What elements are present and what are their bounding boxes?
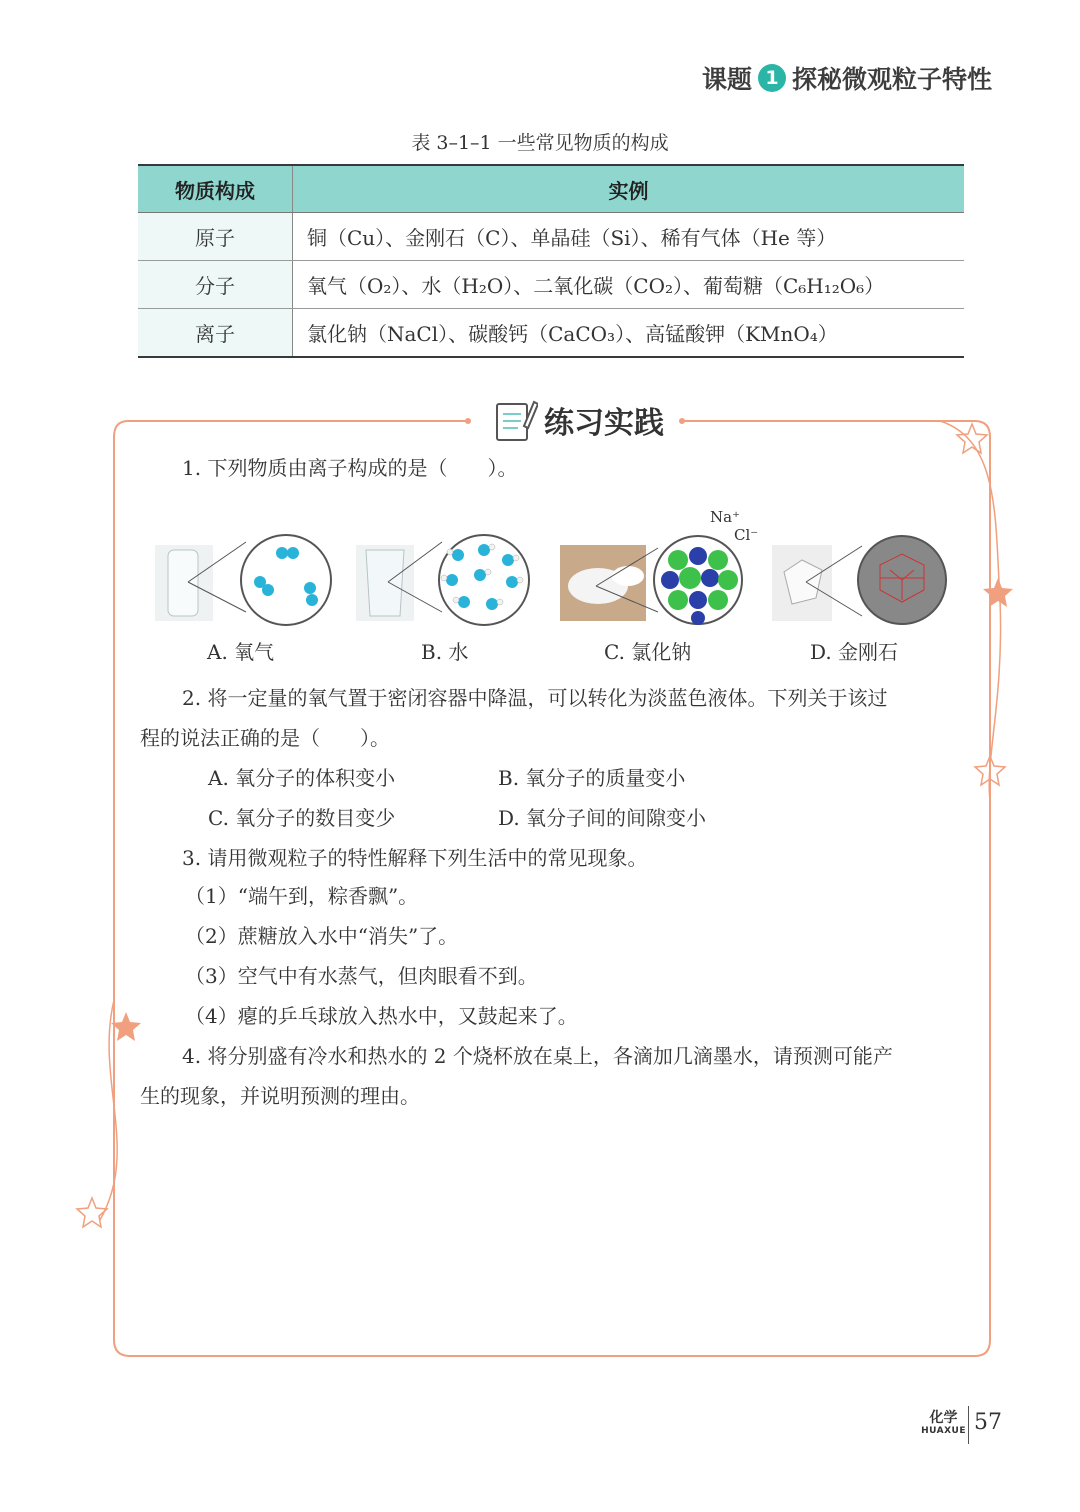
table-cell-example: 铜（Cu）、金刚石（C）、单晶硅（Si）、稀有气体（He 等） [293,213,965,261]
table-cell-example: 氧气（O₂）、水（H₂O）、二氧化碳（CO₂）、葡萄糖（C₆H₁₂O₆） [293,261,965,309]
page-number: 57 [974,1410,1002,1435]
table-caption: 表 3–1–1 一些常见物质的构成 [411,132,669,154]
footer-subject-cn: 化学 [929,1410,958,1426]
question-3-item: （4）瘪的乒乓球放入热水中，又鼓起来了。 [185,1004,578,1028]
figure-label-a: A. 氧气 [207,640,275,664]
question-4-line-2: 生的现象，并说明预测的理由。 [140,1084,420,1108]
figure-label-d: D. 金刚石 [810,640,899,664]
lesson-number-badge: 1 [758,64,786,92]
question-3-item: （1）“端午到，粽香飘”。 [185,884,419,908]
oxygen-bottle-image [155,545,213,621]
star-icon [983,578,1013,607]
question-2-option-a: A. 氧分子的体积变小 [208,766,396,790]
question-2-line-1: 2. 将一定量的氧气置于密闭容器中降温，可以转化为淡蓝色液体。下列关于该过 [182,686,888,710]
table-cell-type: 分子 [138,261,293,309]
question-1: 1. 下列物质由离子构成的是（ ）。 [182,456,518,480]
particle-figures [150,520,950,630]
footer-subject [921,1410,966,1436]
practice-title [484,396,674,444]
table-cell-type: 离子 [138,309,293,358]
table-cell-type: 原子 [138,213,293,261]
salt-image [560,545,646,621]
table-cell-example: 氯化钠（NaCl）、碳酸钙（CaCO₃）、高锰酸钾（KMnO₄） [293,309,965,358]
table-header-cell: 实例 [293,165,965,213]
question-2-option-c: C. 氧分子的数目变少 [208,806,396,830]
water-glass-image [356,545,414,621]
question-2-option-d: D. 氧分子间的间隙变小 [498,806,707,830]
na-ion-label: Na⁺ [710,508,740,526]
question-3-item: （3）空气中有水蒸气，但肉眼看不到。 [185,964,538,988]
question-2-option-b: B. 氧分子的质量变小 [498,766,686,790]
practice-title-text: 练习实践 [544,406,664,441]
star-icon [77,1198,107,1227]
question-4-line-1: 4. 将分别盛有冷水和热水的 2 个烧杯放在桌上，各滴加几滴墨水，请预测可能产 [182,1044,893,1068]
footer-subject-py: HUAXUE [921,1426,966,1436]
table-header-cell: 物质构成 [138,165,293,213]
question-3: 3. 请用微观粒子的特性解释下列生活中的常见现象。 [182,846,648,870]
figure-label-c: C. 氯化钠 [604,640,692,664]
diamond-image [772,545,832,621]
star-icon [111,1012,141,1041]
lesson-prefix: 课题 [701,65,752,94]
question-3-item: （2）蔗糖放入水中“消失”了。 [185,924,459,948]
cl-ion-label: Cl⁻ [734,526,759,544]
footer-divider [968,1406,969,1444]
star-icon [957,424,987,453]
figure-label-b: B. 水 [421,640,469,664]
notepad-pencil-icon [494,396,538,444]
question-2-line-2: 程的说法正确的是（ ）。 [140,726,390,750]
lesson-title: 探秘微观粒子特性 [791,65,992,94]
